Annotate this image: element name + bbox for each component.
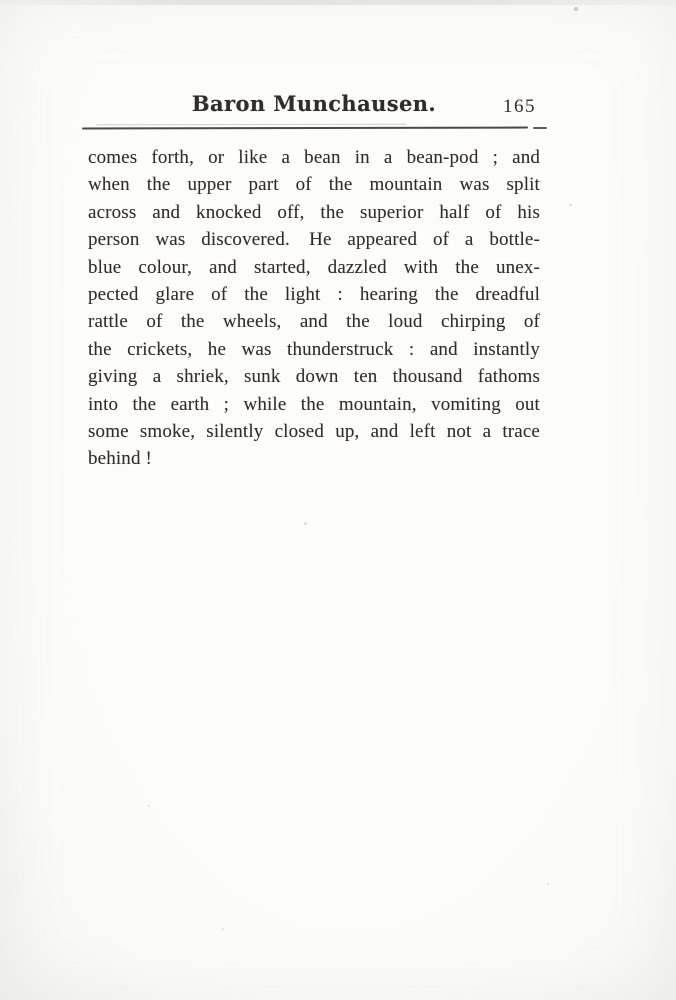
- page-header: [88, 89, 540, 119]
- scan-edge-artifact: [0, 0, 676, 5]
- header-rule-end-dash: [533, 127, 547, 129]
- running-title: Baron Munchausen.: [191, 91, 437, 116]
- scan-speck: [569, 204, 572, 206]
- body-text-line: person was discovered. He appeared of a bottle-: [88, 229, 540, 251]
- scan-speck: [304, 522, 307, 525]
- scan-speck: [222, 928, 224, 930]
- body-text-line: behind !: [88, 448, 152, 470]
- body-text-line: rattle of the wheels, and the loud chirping of: [88, 311, 540, 333]
- scan-speck: [148, 805, 150, 807]
- header-rule-ghost-line: [96, 124, 406, 126]
- body-text-line: pected glare of the light : hearing the dreadful: [88, 284, 540, 306]
- body-text-line: giving a shriek, sunk down ten thousand fathoms: [88, 366, 540, 388]
- body-text-line: across and knocked off, the superior half of his: [88, 201, 540, 223]
- page-number: 165: [503, 96, 536, 117]
- body-text-line: some smoke, silently closed up, and left not a trace: [88, 421, 540, 443]
- body-text-line: the crickets, he was thunderstruck : and instantly: [88, 338, 540, 360]
- body-text-line: into the earth ; while the mountain, vomiting out: [88, 393, 540, 415]
- header-rule-line: [82, 127, 528, 130]
- body-text-line: blue colour, and started, dazzled with the unex-: [88, 256, 540, 278]
- body-text-line: when the upper part of the mountain was split: [88, 174, 540, 196]
- scan-speck: [574, 7, 578, 11]
- body-text-line: comes forth, or like a bean in a bean-pod ; and: [88, 147, 540, 168]
- scan-speck: [547, 883, 549, 885]
- body-text: [88, 144, 540, 473]
